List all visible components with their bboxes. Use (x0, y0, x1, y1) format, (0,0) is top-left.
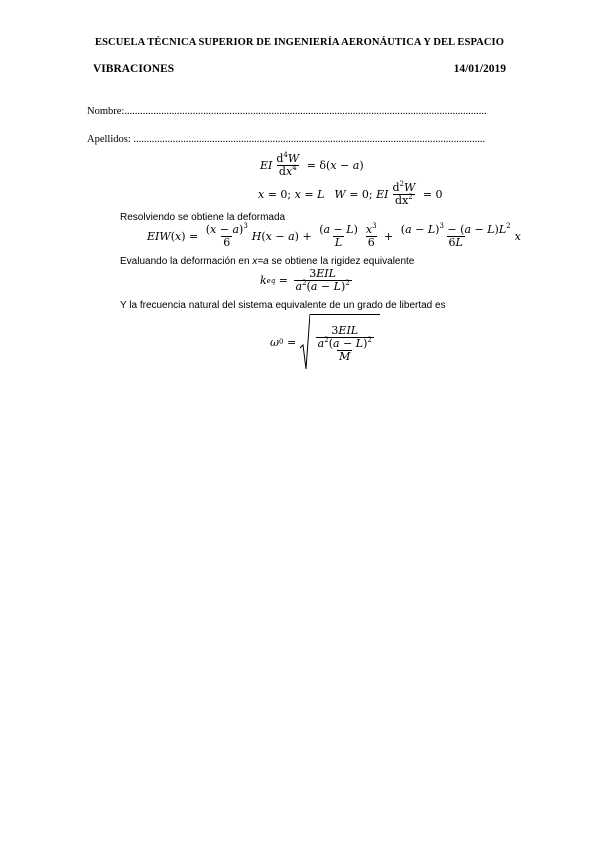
school-name: ESCUELA TÉCNICA SUPERIOR DE INGENIERÍA AERONÁUTICA Y DEL ESPACIO (95, 37, 504, 48)
equation-differential: EI $\frac{d^4W}{dx^4}$ = δ( x − a ) (260, 151, 364, 178)
equation-stiffness: k eq = $\frac{\text{3EIL}}{a^2(a - L)^2}$ (260, 267, 350, 293)
text-evaluando-var: x=a (252, 256, 269, 267)
text-resolviendo: Resolviendo se obtiene la deformada (120, 212, 286, 223)
text-evaluando (120, 256, 414, 267)
equation-frequency: ω 0 = $\frac{\frac{\text{3EIL}}{a^2(a - L)^2}}{M}$ (270, 314, 380, 370)
equation-deformada: EIW ( x ) = $\frac{(x - a)^3}{6}$ H ( x − a ) + $\frac{(a - L)}{L}$ $\frac{x^3}{6}$ + $\frac{(a - L)^3 - (a - L)L^2}{6L}$ x (147, 222, 521, 249)
apellidos-field[interactable]: Apellidos: ...................................................................................................................................... (87, 134, 486, 145)
equation-boundary-conditions: x = 0; x = L W = 0; EI $\frac{d^2W}{dx^2}$ = 0 (258, 180, 443, 207)
text-evaluando-post: se obtiene la rigidez equivalente (268, 256, 415, 267)
sqrt-symbol: $\frac{\frac{\text{3EIL}}{a^2(a - L)^2}}{M}$ (300, 314, 380, 370)
text-frecuencia: Y la frecuencia natural del sistema equivalente de un grado de libertad es (120, 300, 446, 311)
text-evaluando-pre: Evaluando la deformación en (120, 256, 253, 267)
nombre-field[interactable]: Nombre:.......................................................................................................................................... (87, 106, 487, 117)
exam-date: 14/01/2019 (453, 63, 506, 75)
subject-title: VIBRACIONES (93, 63, 175, 75)
